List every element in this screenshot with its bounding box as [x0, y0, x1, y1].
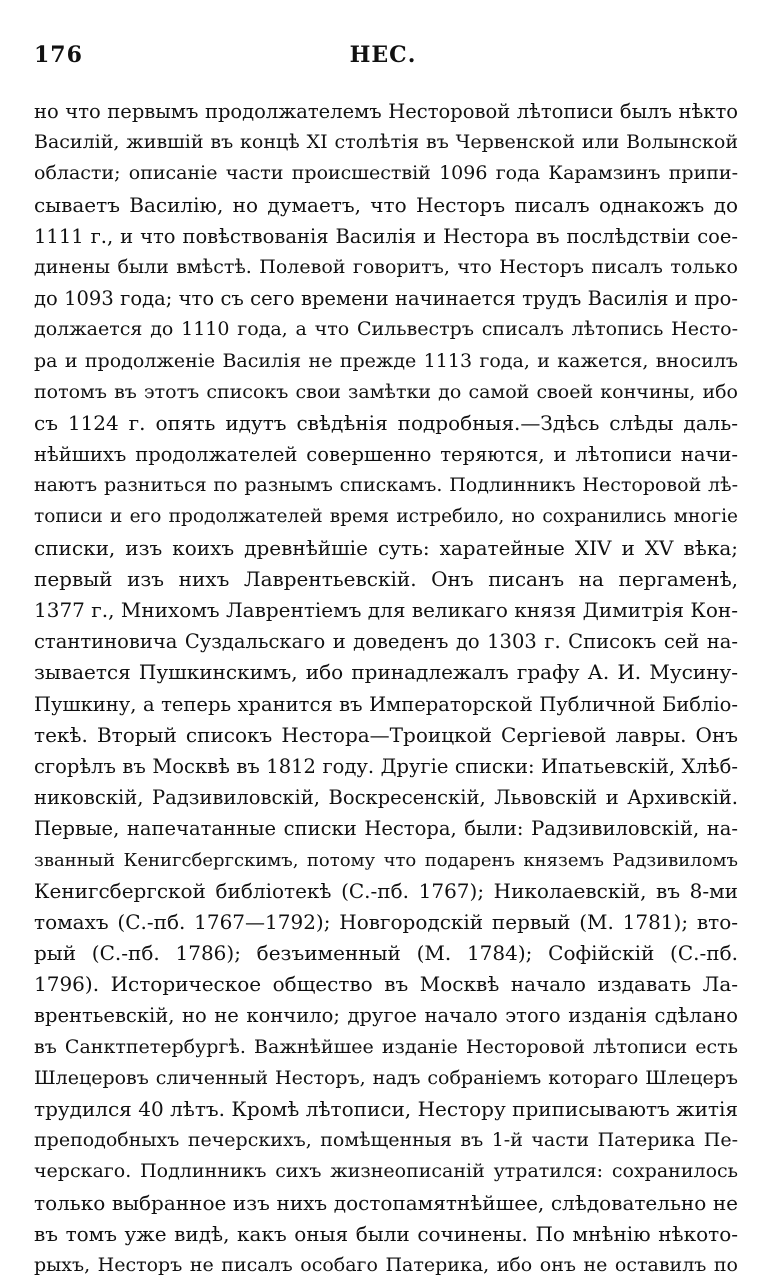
text-line: рый (С.-пб. 1786); безъименный (М. 1784); Софійскій (С.-пб. — [34, 941, 738, 966]
text-line: до 1093 года; что съ сего времени начинается трудъ Василія и про- — [34, 287, 738, 311]
text-line: 1111 г., и что повѣствованія Василія и Нестора въ послѣдствіи сое- — [34, 224, 738, 248]
text-line: рыхъ, Несторъ не писалъ особаго Патерика, ибо онъ не оставилъ по — [34, 1253, 738, 1276]
text-line: Первые, напечатанные списки Нестора, были: Радзивиловскій, на- — [34, 817, 738, 841]
text-line: черскаго. Подлинникъ сихъ жизнеописаній утратился: сохранилось — [34, 1160, 738, 1183]
text-line: но что первымъ продолжателемъ Несторовой лѣтописи былъ нѣкто — [34, 100, 738, 123]
text-line: списки, изъ коихъ древнѣйшіе суть: харатейные XIV и XV вѣка; — [34, 535, 738, 560]
text-line: Кенигсбергской библіотекѣ (С.-пб. 1767); Николаевскій, въ 8-ми — [34, 878, 738, 903]
text-line: званный Кенигсбергскимъ, потому что подаренъ княземъ Радзивиломъ — [34, 849, 738, 871]
text-line: сгорѣлъ въ Москвѣ въ 1812 году. Другіе списки: Ипатьевскій, Хлѣб- — [34, 754, 738, 778]
text-line: области; описаніе части происшествій 1096 года Карамзинъ припи- — [34, 162, 738, 185]
text-line: томахъ (С.-пб. 1767—1792); Новгородскій первый (М. 1781); вто- — [34, 909, 738, 934]
text-line: въ томъ уже видѣ, какъ оныя были сочинены. По мнѣнію нѣкото- — [34, 1221, 738, 1246]
text-line: 1796). Историческое общество въ Москвѣ начало издавать Ла- — [34, 972, 738, 997]
page-number: 176 — [34, 42, 83, 68]
text-line: сываетъ Василію, но думаетъ, что Несторъ писалъ однакожъ до — [34, 192, 738, 217]
text-line: въ Санктпетербургѣ. Важнѣйшее изданіе Несторовой лѣтописи есть — [34, 1035, 738, 1058]
text-line: никовскій, Радзивиловскій, Воскресенскій, Львовскій и Архивскій. — [34, 786, 738, 810]
text-line: текѣ. Вторый списокъ Нестора—Троицкой Сергіевой лавры. Онъ — [34, 722, 738, 747]
text-line: преподобныхъ печерскихъ, помѣщенныя въ 1-й части Патерика Пе- — [34, 1129, 738, 1152]
body-text — [34, 96, 738, 1281]
text-line: стантиновича Суздальскаго и доведенъ до 1303 г. Списокъ сей на- — [34, 630, 738, 654]
text-line: Пушкину, а теперь хранится въ Императорской Публичной Библіо- — [34, 692, 738, 716]
text-line: наютъ разниться по разнымъ спискамъ. Подлинникъ Несторовой лѣ- — [34, 474, 738, 497]
text-line: должается до 1110 года, а что Сильвестръ списалъ лѣтопись Несто- — [34, 318, 738, 341]
text-line: 1377 г., Мнихомъ Лаврентіемъ для великаго князя Димитрія Кон- — [34, 598, 738, 622]
text-line: врентьевскій, но не кончило; другое начало этого изданія сдѣлано — [34, 1004, 738, 1028]
text-line: нѣйшихъ продолжателей совершенно теряются, и лѣтописи начи- — [34, 443, 738, 467]
text-line: зывается Пушкинскимъ, ибо принадлежалъ графу А. И. Мусину- — [34, 660, 738, 685]
text-line: первый изъ нихъ Лаврентьевскій. Онъ писанъ на пергаменѣ, — [34, 566, 738, 591]
text-line: тописи и его продолжателей время истребило, но сохранились многіе — [34, 506, 738, 528]
text-line: Шлецеровъ сличенный Несторъ, надъ собраніемъ котораго Шлецеръ — [34, 1066, 738, 1089]
running-head: НЕС. — [349, 42, 417, 68]
text-line: динены были вмѣстѣ. Полевой говоритъ, что Несторъ писалъ только — [34, 255, 738, 278]
text-line: трудился 40 лѣтъ. Кромѣ лѣтописи, Нестору приписываютъ житія — [34, 1097, 738, 1121]
text-line: Василій, жившій въ концѣ XI столѣтія въ Червенской или Волынской — [34, 131, 738, 154]
text-line: только выбранное изъ нихъ достопамятнѣйшее, слѣдовательно не — [34, 1190, 738, 1215]
text-line: съ 1124 г. опять идутъ свѣдѣнія подробныя.—Здѣсь слѣды даль- — [34, 410, 738, 435]
text-line: ра и продолженіе Василія не прежде 1113 года, и кажется, вносилъ — [34, 349, 738, 372]
text-line: потомъ въ этотъ списокъ свои замѣтки до самой своей кончины, ибо — [34, 380, 738, 403]
